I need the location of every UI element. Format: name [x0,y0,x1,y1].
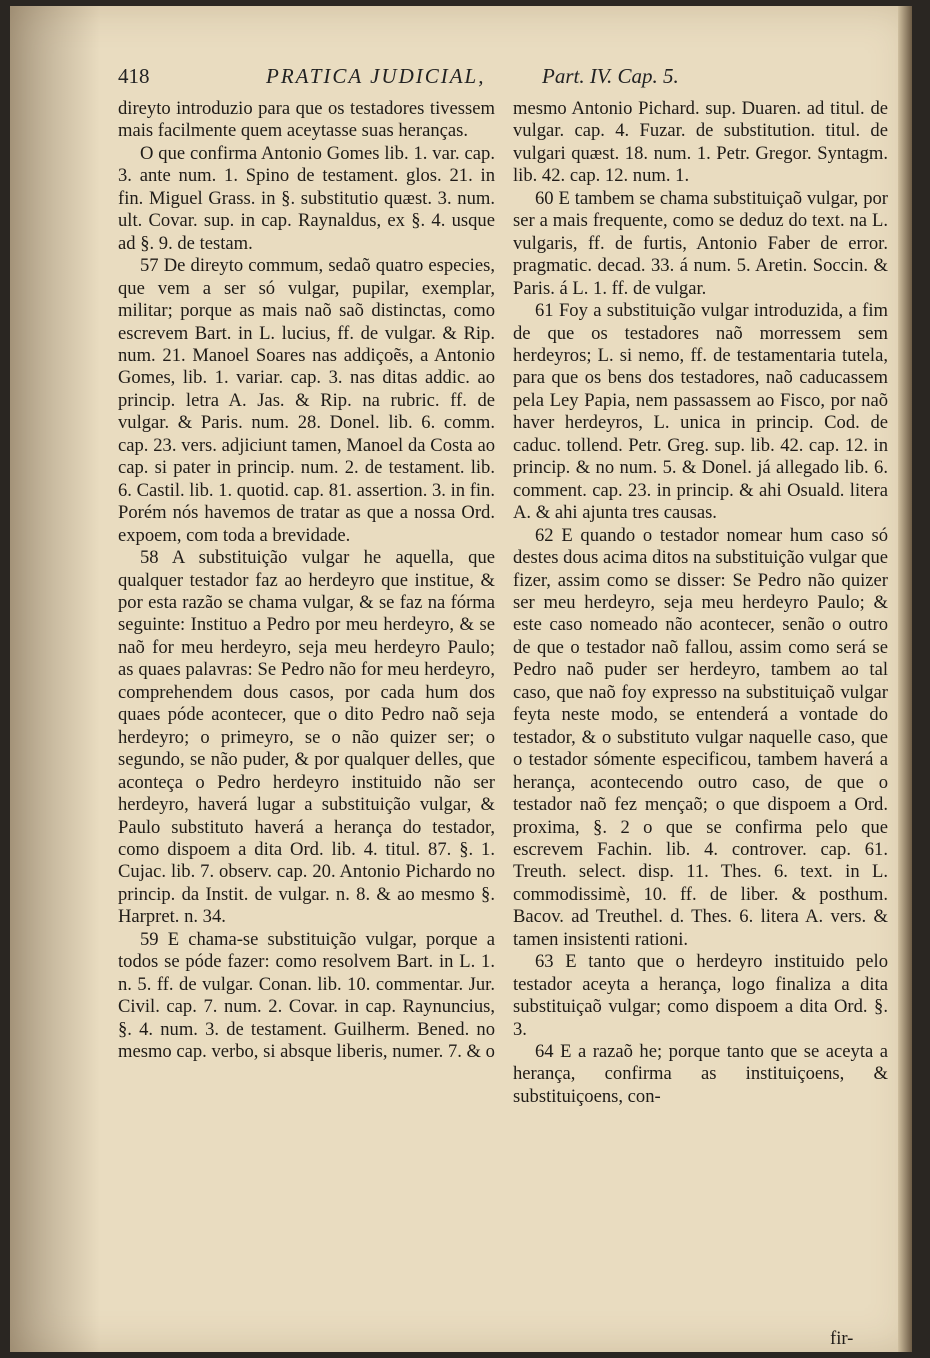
paragraph: direyto introduzio para que os testadores tivessem mais facilmente quem aceytasse suas heranças. [118,98,495,142]
paragraph: mesmo Antonio Pichard. sup. Duaren. ad titul. de vulgar. cap. 4. Fuzar. de substitution. titul. de vulgari quæst. 18. num. 1. Petr. Gregor. Syntagm. lib. 42. cap. 12. num. 1. [513,98,888,187]
running-header [118,64,748,94]
paragraph: 58 A substituição vulgar he aquella, que qualquer testador faz ao herdeyro que institue, & por esta razão se chama vulgar, & se faz na fórma seguinte: Instituo a Pedro por meu herdeyro, & se naõ for meu herdeyro, seja meu herdeyro Paulo; as quaes palavras: Se Pedro não for meu herdeyro, comprehendem dous casos, por cada hum dos quaes póde acontecer, que o dito Pedro naõ seja herdeyro; o primeyro, se o não quizer ser; o segundo, se não puder, & por qualquer delles, que aconteça o Pedro herdeyro instituido não ser herdeyro, haverá lugar a substituição vulgar, & Paulo substituto haverá a herança do testador, como dispoem a dita Ord. lib. 4. titul. 87. §. 1. Cujac. lib. 7. observ. cap. 20. Antonio Pichardo no princip. da Instit. de vulgar. n. 8. & ao mesmo §. Harpret. n. 34. [118,547,495,928]
part-chapter: Part. IV. Cap. 5. [542,64,679,88]
paragraph: 61 Foy a substituição vulgar introduzida, a fim de que os testadores naõ morressem sem herdeyros; L. si nemo, ff. de testamentaria tutela, para que os bens dos testadores, naõ caducassem pela Ley Papia, nem passassem ao Fisco, por naõ haver herdeyros, L. unica in princip. Cod. de caduc. tollend. Petr. Greg. sup. lib. 42. cap. 12. in princip. & no num. 5. & Donel. já allegado lib. 6. comment. cap. 23. in princip. & ahi Osuald. litera A. & ahi ajunta tres causas. [513,300,888,524]
page-number: 418 [118,64,150,88]
left-column [118,98,495,1063]
paragraph: 60 E tambem se chama substituiçaõ vulgar, por ser a mais frequente, como se deduz do text. na L. vulgaris, ff. de furtis, Antonio Faber de error. pragmatic. decad. 33. á num. 5. Aretin. Soccin. & Paris. á L. 1. ff. de vulgar. [513,187,888,299]
paragraph: 57 De direyto commum, sedaõ quatro especies, que vem a ser só vulgar, pupilar, exemplar, militar; porque as mais naõ saõ distinctas, como escrevem Bart. in L. lucius, ff. de vulgar. & Rip. num. 21. Manoel Soares nas addiçoẽs, a Antonio Gomes, lib. 1. variar. cap. 3. nas ditas addic. ao princip. letra A. Jas. & Rip. na rubric. ff. de vulgar. & Paris. num. 28. Donel. lib. 6. comm. cap. 23. vers. adjiciunt tamen, Manoel da Costa ao cap. si pater in princip. num. 2. de testament. lib. 6. Castil. lib. 1. quotid. cap. 81. assertion. 3. in fin. Porém nós havemos de tratar as que a nossa Ord. expoem, com toda a brevidade. [118,255,496,546]
running-title: PRATICA JUDICIAL, [266,64,486,88]
right-column [513,98,888,1108]
page-edge [898,6,912,1352]
book-page [10,6,912,1352]
paragraph: O que confirma Antonio Gomes lib. 1. var. cap. 3. ante num. 1. Spino de testament. glos. 21. in fin. Miguel Grass. in §. substitutio quæst. 3. num. ult. Covar. sup. in cap. Raynaldus, ex §. 4. usque ad §. 9. de testam. [118,142,495,254]
paragraph: 63 E tanto que o herdeyro instituido pelo testador aceyta a herança, logo finaliza a dita substituiçaõ vulgar; como dispoem a dita Ord. §. 3. [513,951,888,1040]
paragraph: 62 E quando o testador nomear hum caso só destes dous acima ditos na substituição vulgar que fizer, assim como se disser: Se Pedro não quizer ser meu herdeyro, seja meu herdeyro Paulo; & este caso nomeado não acontecer, senão o outro de que o testador naõ fallou, assim como será se Pedro naõ puder ser herdeyro, tambem ao tal caso, que naõ foy expresso na substituiçaõ vulgar feyta neste modo, se entenderá a vontade do testador, & o substituto vulgar naquelle caso, que o testador sómente especificou, tambem haverá a herança, acontecendo outro caso, de que o testador naõ fez mençaõ; o que dispoem a Ord. proxima, §. 2 o que se confirma pelo que escrevem Fachin. lib. 4. controver. cap. 61. Treuth. select. disp. 11. Thes. 6. text. in L. commodissimè, 10. ff. de liber. & posthum. Bacov. ad Treuthel. d. Thes. 6. litera A. vers. & tamen insistenti rationi. [513,524,888,950]
paragraph: 59 E chama-se substituição vulgar, porque a todos se póde fazer: como resolvem Bart. in L. 1. n. 5. ff. de vulgar. Conan. lib. 10. commentar. Jur. Civil. cap. 7. num. 2. Covar. in cap. Raynuncius, §. 4. num. 3. de testament. Guilherm. Bened. no mesmo cap. verbo, si absque liberis, numer. 7. & o [118,928,495,1063]
catchword: fir- [830,1328,854,1349]
spine-shadow [10,6,100,1352]
paragraph: 64 E a razaõ he; porque tanto que se aceyta a herança, confirma as instituiçoens, & substituiçoens, con- [513,1041,888,1107]
